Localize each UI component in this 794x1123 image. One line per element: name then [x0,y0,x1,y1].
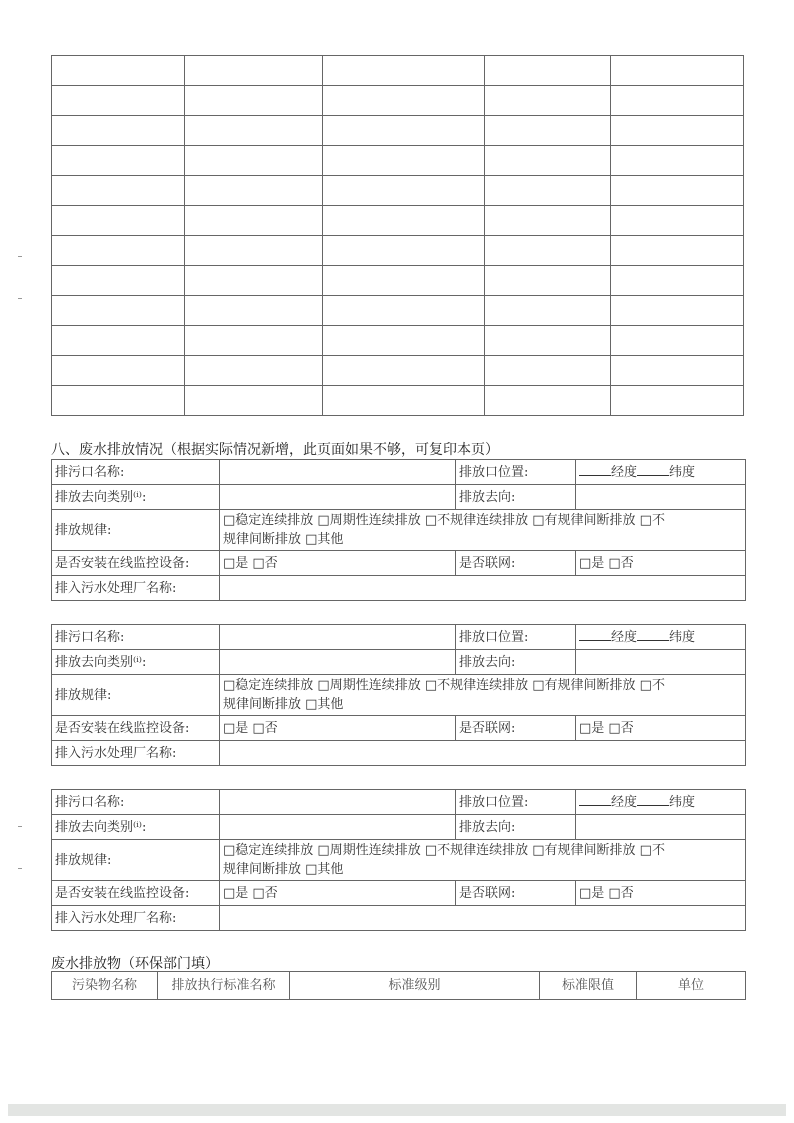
grid-row [52,146,744,176]
destination-label: 排放去向: [456,650,576,675]
grid-cell[interactable] [323,176,485,206]
wastewater-outlet-table [51,789,746,931]
grid-cell[interactable] [611,296,744,326]
blank-grid-table [51,55,744,416]
monitor-label: 是否安装在线监控设备: [52,551,220,576]
grid-cell[interactable] [323,86,485,116]
latitude-label: 纬度 [669,795,696,810]
monitor-row [52,716,746,741]
latitude-blank[interactable] [637,627,669,641]
outlet-location-field[interactable] [576,790,746,815]
outlet-name-label: 排污口名称: [52,460,220,485]
grid-cell[interactable] [52,206,185,236]
pattern-row [52,840,746,881]
outlet-location-field[interactable] [576,460,746,485]
grid-cell[interactable] [185,326,323,356]
grid-cell[interactable] [52,266,185,296]
outlet-location-field[interactable] [576,625,746,650]
outlet-name-field[interactable] [220,790,456,815]
destination-type-field[interactable] [220,485,456,510]
destination-type-label: 排放去向类别⁽ⁱ⁾: [52,650,220,675]
grid-cell[interactable] [185,56,323,86]
pattern-label: 排放规律: [52,840,220,881]
grid-cell[interactable] [52,56,185,86]
network-options[interactable]: □是 □否 [576,716,746,741]
grid-row [52,56,744,86]
longitude-label: 经度 [611,795,638,810]
grid-cell[interactable] [52,236,185,266]
network-label: 是否联网: [456,551,576,576]
grid-cell[interactable] [52,116,185,146]
grid-cell[interactable] [485,266,611,296]
header-unit: 单位 [637,972,746,1000]
wastewater-outlet-table [51,459,746,601]
grid-row [52,206,744,236]
grid-cell[interactable] [485,236,611,266]
pollutants-header-row [52,972,746,1000]
pattern-options[interactable] [220,510,746,551]
grid-cell[interactable] [323,206,485,236]
monitor-options[interactable]: □是 □否 [220,716,456,741]
grid-cell[interactable] [485,56,611,86]
scan-mark [18,256,22,257]
grid-cell[interactable] [52,326,185,356]
outlet-name-label: 排污口名称: [52,625,220,650]
grid-cell[interactable] [611,86,744,116]
longitude-blank[interactable] [579,462,611,476]
grid-cell[interactable] [52,356,185,386]
grid-cell[interactable] [485,326,611,356]
network-label: 是否联网: [456,881,576,906]
scan-bottom-strip [8,1104,786,1116]
plant-label: 排入污水处理厂名称: [52,906,220,931]
monitor-label: 是否安装在线监控设备: [52,881,220,906]
pattern-row [52,510,746,551]
grid-cell[interactable] [485,146,611,176]
grid-cell[interactable] [52,176,185,206]
grid-cell[interactable] [185,386,323,416]
pattern-options-line-2: 规律间断排放 □其他 [223,697,344,712]
grid-row [52,86,744,116]
scan-mark [18,298,22,299]
pollutants-table [51,971,746,1000]
grid-cell[interactable] [485,386,611,416]
grid-cell[interactable] [485,86,611,116]
grid-cell[interactable] [323,356,485,386]
longitude-blank[interactable] [579,792,611,806]
destination-type-label: 排放去向类别⁽ⁱ⁾: [52,485,220,510]
monitor-row [52,551,746,576]
grid-row [52,326,744,356]
grid-cell[interactable] [611,206,744,236]
plant-field[interactable] [220,906,746,931]
grid-cell[interactable] [323,116,485,146]
grid-cell[interactable] [185,86,323,116]
longitude-label: 经度 [611,465,638,480]
grid-cell[interactable] [611,56,744,86]
header-standard-name: 排放执行标准名称 [158,972,290,1000]
grid-cell[interactable] [185,146,323,176]
grid-cell[interactable] [485,206,611,236]
grid-cell[interactable] [323,266,485,296]
destination-label: 排放去向: [456,485,576,510]
plant-row [52,741,746,766]
destination-field[interactable] [576,650,746,675]
grid-row [52,266,744,296]
scan-mark [18,826,22,827]
grid-cell[interactable] [485,296,611,326]
plant-row [52,906,746,931]
grid-cell[interactable] [485,176,611,206]
plant-field[interactable] [220,576,746,601]
grid-cell[interactable] [185,206,323,236]
grid-cell[interactable] [611,116,744,146]
monitor-label: 是否安装在线监控设备: [52,716,220,741]
grid-cell[interactable] [185,176,323,206]
destination-row [52,485,746,510]
pattern-label: 排放规律: [52,675,220,716]
pattern-options[interactable] [220,675,746,716]
outlet-name-row [52,790,746,815]
network-label: 是否联网: [456,716,576,741]
pattern-options-line-1: □稳定连续排放 □周期性连续排放 □不规律连续排放 □有规律间断排放 □不 [223,843,665,858]
longitude-label: 经度 [611,630,638,645]
outlet-name-field[interactable] [220,460,456,485]
outlet-name-row [52,625,746,650]
plant-label: 排入污水处理厂名称: [52,741,220,766]
grid-cell[interactable] [323,56,485,86]
latitude-label: 纬度 [669,630,696,645]
grid-cell[interactable] [485,356,611,386]
grid-cell[interactable] [611,326,744,356]
outlet-location-label: 排放口位置: [456,790,576,815]
destination-field[interactable] [576,815,746,840]
pattern-options-line-2: 规律间断排放 □其他 [223,862,344,877]
grid-row [52,116,744,146]
pattern-label: 排放规律: [52,510,220,551]
outlet-location-label: 排放口位置: [456,625,576,650]
scan-mark [18,868,22,869]
grid-cell[interactable] [611,176,744,206]
latitude-label: 纬度 [669,465,696,480]
grid-cell[interactable] [611,266,744,296]
network-options[interactable]: □是 □否 [576,551,746,576]
pattern-row [52,675,746,716]
destination-field[interactable] [576,485,746,510]
grid-cell[interactable] [323,146,485,176]
grid-cell[interactable] [52,86,185,116]
latitude-blank[interactable] [637,792,669,806]
monitor-row [52,881,746,906]
grid-cell[interactable] [485,116,611,146]
longitude-blank[interactable] [579,627,611,641]
grid-cell[interactable] [52,296,185,326]
header-standard-level: 标准级别 [290,972,540,1000]
grid-cell[interactable] [323,296,485,326]
plant-field[interactable] [220,741,746,766]
header-standard-limit: 标准限值 [540,972,637,1000]
grid-cell[interactable] [611,386,744,416]
destination-row [52,650,746,675]
outlet-name-field[interactable] [220,625,456,650]
wastewater-outlet-table [51,624,746,766]
grid-cell[interactable] [185,266,323,296]
grid-row [52,296,744,326]
grid-cell[interactable] [185,236,323,266]
plant-label: 排入污水处理厂名称: [52,576,220,601]
grid-cell[interactable] [611,146,744,176]
header-pollutant-name: 污染物名称 [52,972,158,1000]
pattern-options[interactable] [220,840,746,881]
outlet-name-row [52,460,746,485]
grid-cell[interactable] [323,326,485,356]
plant-row [52,576,746,601]
outlet-name-label: 排污口名称: [52,790,220,815]
latitude-blank[interactable] [637,462,669,476]
grid-cell[interactable] [52,146,185,176]
grid-row [52,176,744,206]
grid-row [52,356,744,386]
section-8-title: 八、废水排放情况（根据实际情况新增，此页面如果不够，可复印本页） [51,442,499,458]
destination-type-field[interactable] [220,815,456,840]
grid-row [52,386,744,416]
grid-row [52,236,744,266]
destination-label: 排放去向: [456,815,576,840]
network-options[interactable]: □是 □否 [576,881,746,906]
pattern-options-line-1: □稳定连续排放 □周期性连续排放 □不规律连续排放 □有规律间断排放 □不 [223,513,665,528]
pollutants-title: 废水排放物（环保部门填） [51,956,219,972]
monitor-options[interactable]: □是 □否 [220,881,456,906]
pattern-options-line-1: □稳定连续排放 □周期性连续排放 □不规律连续排放 □有规律间断排放 □不 [223,678,665,693]
grid-cell[interactable] [185,116,323,146]
destination-type-label: 排放去向类别⁽ⁱ⁾: [52,815,220,840]
grid-cell[interactable] [323,386,485,416]
grid-cell[interactable] [52,386,185,416]
monitor-options[interactable]: □是 □否 [220,551,456,576]
grid-cell[interactable] [611,236,744,266]
destination-type-field[interactable] [220,650,456,675]
pattern-options-line-2: 规律间断排放 □其他 [223,532,344,547]
grid-cell[interactable] [185,296,323,326]
destination-row [52,815,746,840]
grid-cell[interactable] [185,356,323,386]
outlet-location-label: 排放口位置: [456,460,576,485]
grid-cell[interactable] [611,356,744,386]
grid-cell[interactable] [323,236,485,266]
